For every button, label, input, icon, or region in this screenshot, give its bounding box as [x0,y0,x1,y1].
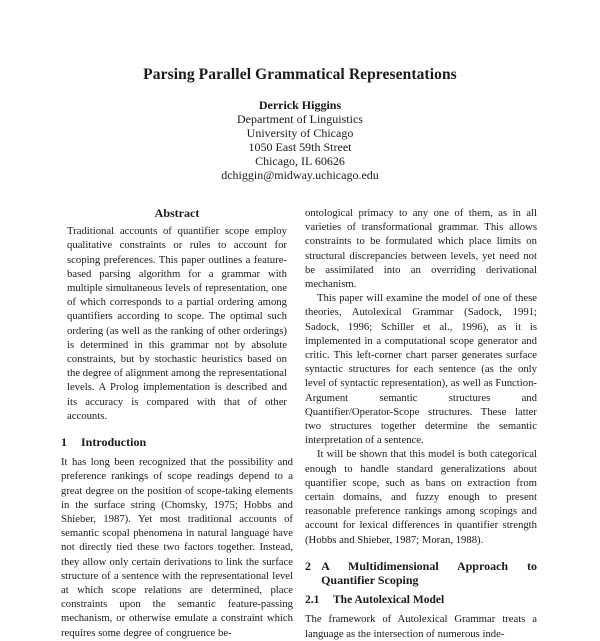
author-city: Chicago, IL 60626 [255,154,345,168]
paper-title: Parsing Parallel Grammatical Representations [143,66,457,83]
author-block [0,98,600,182]
section-number: 1 [61,435,67,450]
subsection-title: The Autolexical Model [333,594,445,607]
author-department: Department of Linguistics [237,112,363,126]
body-paragraph: It will be shown that this model is both categorical enough to handle standard generalizations about quantifier scope, such as bans on extraction from certain domains, and fuzzy enough to present reasonable preference rankings among scopings and account for lexical differences in quantifier strength (Hobbs and Shieber, 1987; Moran, 1988). [305,448,537,546]
introduction-text: It has long been recognized that the possibility and preference rankings of scope readings depend to a great degree on the position of scope-taking elements in the surface string (Chomsky, 1975; Hobbs and Shieber, 1987). Yet most traditional accounts of semantic scopal phenomena in natural language have not directly tied these two factors together. Instead, they allow only certain derivations to link the surface structure of a sentence with the representational level at which scope relations are determined, place constraints upon the semantic feature-passing mechanism, or otherwise emulate a constraint which requires some degree of congruence be- [61,456,293,639]
section-heading [305,559,537,587]
section-heading [61,435,293,449]
author-institution: University of Chicago [246,126,354,140]
body-paragraph: The framework of Autolexical Grammar treats a language as the intersection of numerous inde- [305,613,537,640]
subsection-number: 2.1 [305,594,320,607]
author-address: 1050 East 59th Street [248,140,352,154]
right-column [305,206,537,641]
author-name: Derrick Higgins [258,98,342,112]
section-title: Introduction [81,435,147,450]
body-paragraph: ontological primacy to any one of them, as in all varieties of transformational grammar. This allows constraints to be formulated which place limits on structural discrepancies between levels, yet need not be assimilated into an overriding derivational mechanism. [305,207,537,291]
subsection-heading [305,593,537,607]
abstract-heading: Abstract [154,206,200,220]
author-email: dchiggin@midway.uchicago.edu [221,168,379,182]
section-title: A Multidimensional Approach to Quantifier Scoping [321,558,537,588]
left-column [61,206,293,640]
abstract-text: Traditional accounts of quantifier scope employ qualitative constraints or rules to account for scoping preferences. This paper outlines a feature-based parsing algorithm for a grammar with multiple simultaneous levels of representation, one of which corresponds to a partial ordering among quantifiers according to scope. The optimal such ordering (as well as the ranking of other orderings) is determined in this grammar not by absolute constraints, but by stochastic heuristics based on the degree of alignment among the representational levels. A Prolog implementation is described and its accuracy is compared with that of other accounts. [67,225,287,422]
body-paragraph: This paper will examine the model of one of these theories, Autolexical Grammar (Sadock, 1991; Sadock, 1996; Schiller et al., 1996), as it is implemented in a computational scope generator and critic. This left-corner chart parser generates surface syntactic structures for each sentence (as the only level of syntactic representation), as well as Function-Argument semantic structures and Quantifier/Operator-Scope structures. These latter two structures together determine the semantic interpretation of a sentence. [305,292,537,447]
section-number: 2 [305,558,311,573]
